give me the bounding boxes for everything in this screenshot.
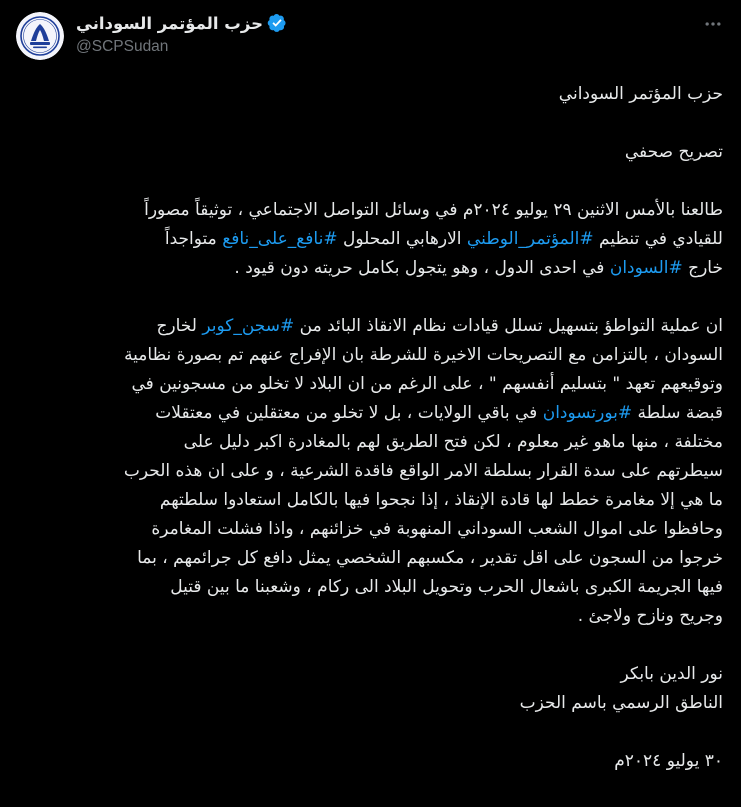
text-line (15, 225, 723, 254)
text-segment: خارج (682, 258, 723, 278)
text-line: ما هي إلا مغامرة خطط لها قادة الإنقاذ ، إذا نجحوا فيها بالكامل استعادوا سلطتهم (159, 490, 723, 510)
account-handle[interactable]: @SCPSudan (76, 38, 169, 55)
text-line: وحافظوا على اموال الشعب السوداني المنهوبة في خزائنهم ، واذا فشلت المغامرة (151, 519, 723, 539)
text-segment: ان عملية التواطؤ بتسهيل تسلل قيادات نظام الانقاذ البائد من (294, 316, 723, 336)
tweet-subheading: تصريح صحفي (624, 142, 723, 162)
avatar[interactable] (16, 12, 64, 60)
text-line: السودان ، بالتزامن مع التصريحات الاخيرة للشرطة بان الإفراج عنهم تم بصورة نظامية (124, 345, 723, 365)
paragraph-2 (15, 312, 723, 631)
text-segment: قبضة سلطة (632, 403, 723, 423)
display-name[interactable]: حزب المؤتمر السوداني (76, 13, 264, 33)
text-line: مختلفة ، منها ماهو غير معلوم ، لكن فتح الطريق لهم بالمغادرة اكبر دليل على (183, 432, 723, 452)
tweet-heading: حزب المؤتمر السوداني (558, 84, 723, 104)
text-segment: في باقي الولايات ، بل لا تخلو من معتقلين في معتقلات (155, 403, 543, 423)
text-segment: لخارج (156, 316, 203, 336)
more-options-button[interactable] (701, 12, 725, 36)
signature-title: الناطق الرسمي باسم الحزب (519, 693, 723, 713)
text-segment: الارهابي المحلول (337, 229, 467, 249)
text-line (15, 312, 723, 341)
text-line: وتوقيعهم تعهد " بتسليم أنفسهم " ، على الرغم من ان البلاد لا تخلو من مسجونين في (131, 374, 723, 394)
more-icon (703, 14, 723, 34)
text-line: خرجوا من السجون على اقل تقدير ، مكسبهم الشخصي يمثل دافع كل جرائمهم ، بما (137, 548, 723, 568)
text-segment: للقيادي في تنظيم (593, 229, 723, 249)
hashtag-link[interactable]: #السودان (609, 258, 683, 278)
text-line (15, 399, 723, 428)
text-line (15, 254, 723, 283)
tweet-header (0, 0, 741, 74)
hashtag-link[interactable]: #سجن_كوبر (202, 316, 295, 336)
statement-date: ٣٠ يوليو ٢٠٢٤م (614, 751, 723, 771)
text-line: طالعنا بالأمس الاثنين ٢٩ يوليو ٢٠٢٤م في وسائل التواصل الاجتماعي ، توثيقاً مصوراً (144, 200, 723, 220)
signature-block (15, 660, 723, 718)
hashtag-link[interactable]: #بورتسودان (542, 403, 633, 423)
text-line: وجريح ونازح ولاجئ . (577, 606, 723, 626)
hashtag-link[interactable]: #المؤتمر_الوطني (466, 229, 594, 249)
verified-badge-icon (267, 13, 287, 33)
signature-name: نور الدين بابكر (620, 664, 723, 684)
name-row (76, 11, 276, 35)
hashtag-link[interactable]: #نافع_على_نافع (222, 229, 338, 249)
paragraph-1 (15, 196, 723, 283)
tweet-text (15, 80, 723, 776)
text-segment: متواجداً (164, 229, 223, 249)
text-line: فيها الجريمة الكبرى باشعال الحرب وتحويل البلاد الى ركام ، وشعبنا ما بين قتيل (170, 577, 723, 597)
text-segment: في احدى الدول ، وهو يتجول بكامل حريته دون قيود . (234, 258, 610, 278)
scp-logo-icon (16, 12, 64, 60)
text-line: سيطرتهم على سدة القرار بسلطة الامر الواقع فاقدة الشرعية ، و على ان هذه الحرب (123, 461, 723, 481)
account-identity (76, 11, 276, 56)
